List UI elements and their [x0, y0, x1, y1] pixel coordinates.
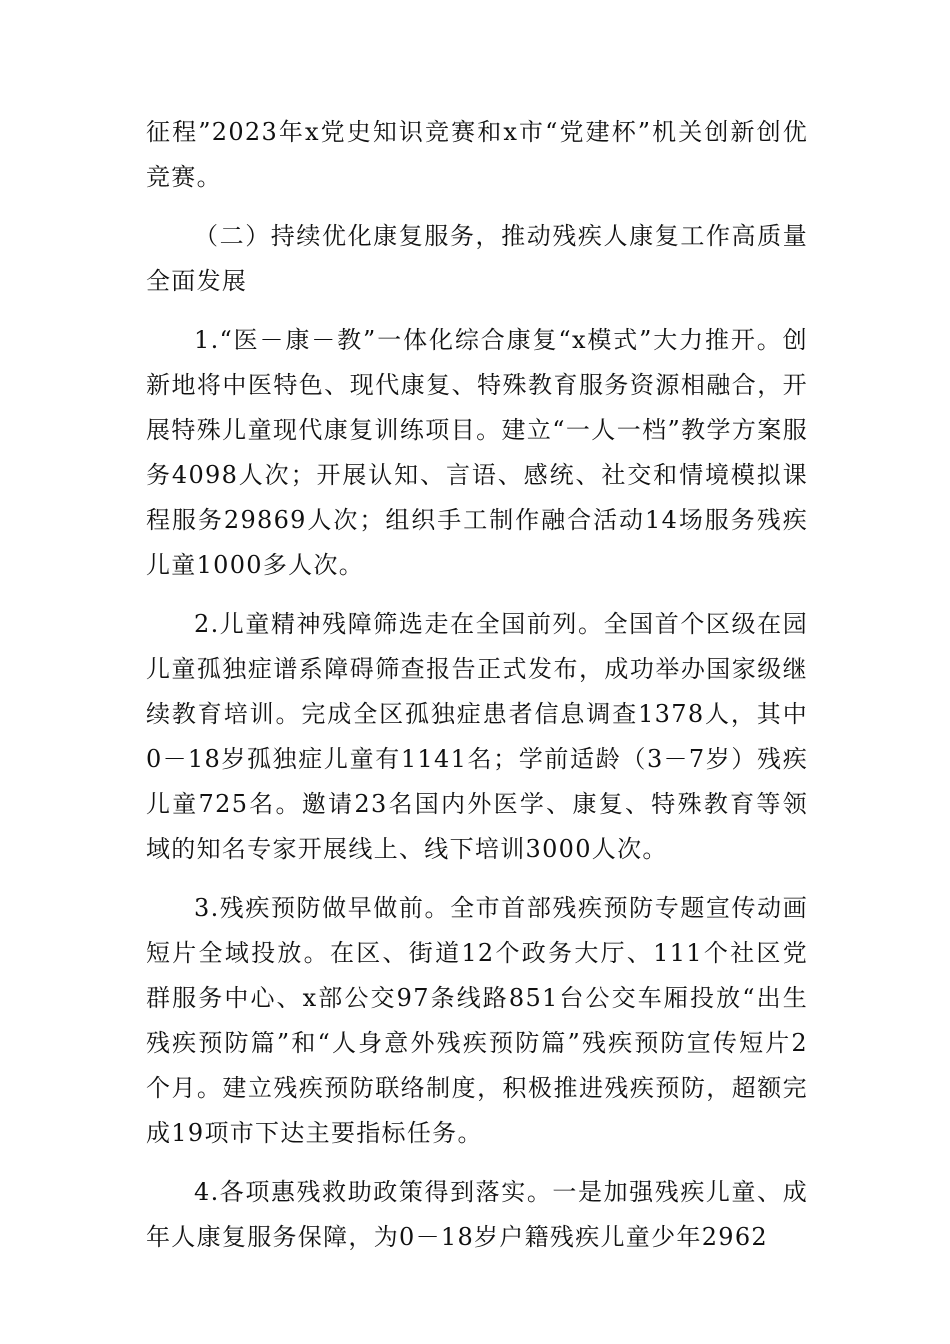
- paragraph-item-2-autism-screening: 2.儿童精神残障筛选走在全国前列。全国首个区级在园儿童孤独症谱系障碍筛查报告正式发布，成功举办国家级继续教育培训。完成全区孤独症患者信息调查1378人，其中0－18岁孤独症儿童有1141名；学前适龄（3－7岁）残疾儿童725名。邀请23名国内外医学、康复、特殊教育等领域的知名专家开展线上、线下培训3000人次。: [146, 610, 808, 863]
- paragraph-item-1-integrated-rehab: 1.“医－康－教”一体化综合康复“x模式”大力推开。创新地将中医特色、现代康复、特殊教育服务资源相融合，开展特殊儿童现代康复训练项目。建立“一人一档”教学方案服务4098人次；开展认知、言语、感统、社交和情境模拟课程服务29869人次；组织手工制作融合活动14场服务残疾儿童1000多人次。: [146, 326, 808, 579]
- section-heading-rehab-services: （二）持续优化康复服务，推动残疾人康复工作高质量全面发展: [146, 222, 808, 295]
- paragraph-item-3-disability-prevention: 3.残疾预防做早做前。全市首部残疾预防专题宣传动画短片全域投放。在区、街道12个政务大厅、111个社区党群服务中心、x部公交97条线路851台公交车厢投放“出生残疾预防篇”和“人身意外残疾预防篇”残疾预防宣传短片2个月。建立残疾预防联络制度，积极推进残疾预防，超额完成19项市下达主要指标任务。: [146, 894, 808, 1147]
- paragraph-continuation: 征程”2023年x党史知识竞赛和x市“党建杯”机关创新创优竞赛。: [146, 118, 808, 191]
- document-page: [146, 110, 808, 1274]
- paragraph-item-4-assistance-policies: 4.各项惠残救助政策得到落实。一是加强残疾儿童、成年人康复服务保障，为0－18岁户籍残疾儿童少年2962: [146, 1178, 808, 1251]
